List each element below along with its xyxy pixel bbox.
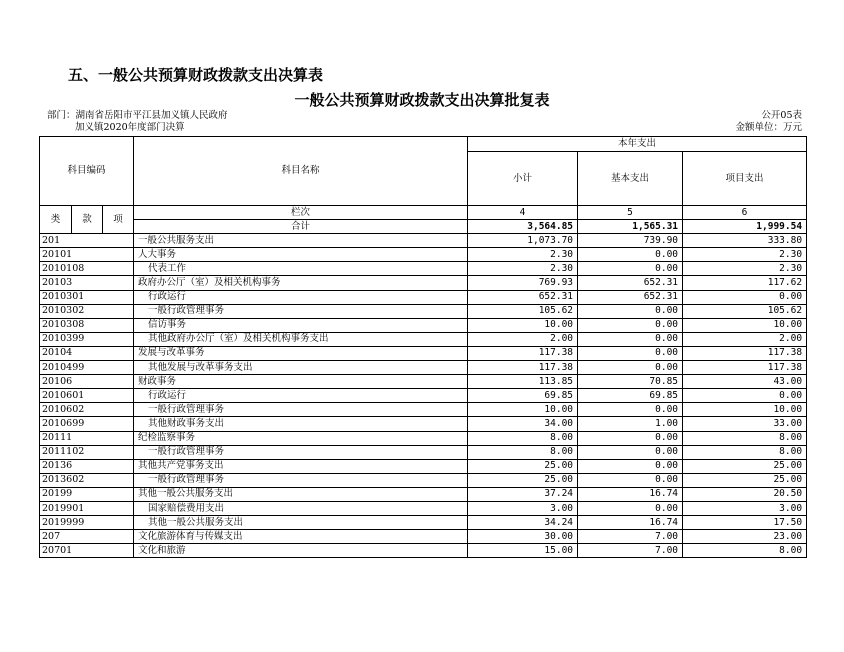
row-name: 发展与改革事务 [134, 346, 468, 360]
form-number: 公开05表 [761, 110, 802, 121]
section-title: 五、一般公共预算财政拨款支出决算表 [68, 66, 324, 84]
row-code: 2010699 [40, 417, 134, 431]
header-row-1 [40, 137, 807, 152]
table-row [40, 318, 807, 332]
row-subtotal: 2.00 [468, 332, 578, 346]
table-row [40, 544, 807, 558]
row-name: 其他财政事务支出 [134, 417, 468, 431]
header-code: 科目编码 [40, 137, 134, 206]
row-name: 政府办公厅（室）及相关机构事务 [134, 276, 468, 290]
row-basic: 0.00 [578, 262, 683, 276]
row-basic: 7.00 [578, 530, 683, 544]
row-code: 201 [40, 234, 134, 248]
row-name: 代表工作 [134, 262, 468, 276]
row-project: 10.00 [683, 403, 807, 417]
row-code: 2010108 [40, 262, 134, 276]
row-project: 43.00 [683, 375, 807, 389]
row-code: 2010499 [40, 361, 134, 375]
row-basic: 652.31 [578, 276, 683, 290]
row-basic: 0.00 [578, 473, 683, 487]
row-code: 2019999 [40, 516, 134, 530]
row-name: 其他政府办公厅（室）及相关机构事务支出 [134, 332, 468, 346]
header-subtotal: 小计 [468, 152, 578, 206]
column-number-4: 4 [468, 206, 578, 220]
row-subtotal: 113.85 [468, 375, 578, 389]
money-unit: 金额单位：万元 [735, 122, 802, 133]
table-row [40, 459, 807, 473]
total-row [40, 220, 807, 234]
row-subtotal: 10.00 [468, 403, 578, 417]
row-subtotal: 3.00 [468, 501, 578, 515]
row-name: 国家赔偿费用支出 [134, 501, 468, 515]
header-row-3 [40, 206, 807, 220]
row-basic: 0.00 [578, 304, 683, 318]
row-subtotal: 69.85 [468, 389, 578, 403]
row-name: 行政运行 [134, 389, 468, 403]
table-row [40, 530, 807, 544]
row-basic: 0.00 [578, 248, 683, 262]
row-subtotal: 2.30 [468, 262, 578, 276]
row-code: 2010601 [40, 389, 134, 403]
row-code: 2019901 [40, 501, 134, 515]
row-code: 2013602 [40, 473, 134, 487]
row-basic: 0.00 [578, 431, 683, 445]
row-subtotal: 25.00 [468, 473, 578, 487]
row-project: 117.38 [683, 361, 807, 375]
row-name: 纪检监察事务 [134, 431, 468, 445]
row-subtotal: 25.00 [468, 459, 578, 473]
row-code: 20106 [40, 375, 134, 389]
column-number-5: 5 [578, 206, 683, 220]
table-row [40, 487, 807, 501]
row-basic: 1.00 [578, 417, 683, 431]
table-row [40, 248, 807, 262]
row-project: 8.00 [683, 445, 807, 459]
table-row [40, 346, 807, 360]
table-row [40, 389, 807, 403]
header-xiang: 项 [103, 206, 134, 234]
table-row [40, 276, 807, 290]
row-code: 2010399 [40, 332, 134, 346]
row-code: 20199 [40, 487, 134, 501]
row-name: 文化旅游体育与传媒支出 [134, 530, 468, 544]
row-code: 2010301 [40, 290, 134, 304]
row-project: 20.50 [683, 487, 807, 501]
header-kuan: 款 [72, 206, 103, 234]
row-name: 人大事务 [134, 248, 468, 262]
row-subtotal: 2.30 [468, 248, 578, 262]
row-name: 一般公共服务支出 [134, 234, 468, 248]
row-subtotal: 15.00 [468, 544, 578, 558]
row-name: 其他一般公共服务支出 [134, 487, 468, 501]
header-project: 项目支出 [683, 152, 807, 206]
row-name: 财政事务 [134, 375, 468, 389]
row-project: 117.38 [683, 346, 807, 360]
expenditure-table [39, 136, 807, 558]
row-subtotal: 8.00 [468, 445, 578, 459]
row-name: 其他一般公共服务支出 [134, 516, 468, 530]
row-project: 25.00 [683, 459, 807, 473]
table-row [40, 501, 807, 515]
row-subtotal: 8.00 [468, 431, 578, 445]
row-subtotal: 10.00 [468, 318, 578, 332]
row-project: 23.00 [683, 530, 807, 544]
row-basic: 652.31 [578, 290, 683, 304]
unit-label: 部门：湖南省岳阳市平江县加义镇人民政府 [47, 110, 228, 121]
department-report-line: 加义镇2020年度部门决算 [75, 122, 185, 133]
table-row [40, 290, 807, 304]
row-basic: 0.00 [578, 445, 683, 459]
row-project: 17.50 [683, 516, 807, 530]
row-subtotal: 37.24 [468, 487, 578, 501]
row-subtotal: 117.38 [468, 346, 578, 360]
total-label: 合计 [134, 220, 468, 234]
row-code: 20111 [40, 431, 134, 445]
row-project: 3.00 [683, 501, 807, 515]
row-code: 207 [40, 530, 134, 544]
row-project: 0.00 [683, 389, 807, 403]
table-row [40, 431, 807, 445]
row-project: 8.00 [683, 431, 807, 445]
table-row [40, 445, 807, 459]
row-basic: 0.00 [578, 459, 683, 473]
row-basic: 69.85 [578, 389, 683, 403]
row-code: 2010308 [40, 318, 134, 332]
row-code: 2010602 [40, 403, 134, 417]
header-lei: 类 [40, 206, 72, 234]
row-name: 其他共产党事务支出 [134, 459, 468, 473]
row-subtotal: 105.62 [468, 304, 578, 318]
total-basic: 1,565.31 [578, 220, 683, 234]
row-basic: 16.74 [578, 487, 683, 501]
table-row [40, 234, 807, 248]
row-basic: 0.00 [578, 361, 683, 375]
table-row [40, 473, 807, 487]
row-name: 文化和旅游 [134, 544, 468, 558]
total-project: 1,999.54 [683, 220, 807, 234]
row-code: 20104 [40, 346, 134, 360]
row-subtotal: 30.00 [468, 530, 578, 544]
row-code: 2011102 [40, 445, 134, 459]
row-subtotal: 769.93 [468, 276, 578, 290]
total-subtotal: 3,564.85 [468, 220, 578, 234]
row-basic: 16.74 [578, 516, 683, 530]
row-code: 20701 [40, 544, 134, 558]
row-name: 一般行政管理事务 [134, 403, 468, 417]
row-subtotal: 34.00 [468, 417, 578, 431]
row-project: 0.00 [683, 290, 807, 304]
table-row [40, 332, 807, 346]
row-code: 20136 [40, 459, 134, 473]
row-project: 10.00 [683, 318, 807, 332]
row-basic: 7.00 [578, 544, 683, 558]
header-name: 科目名称 [134, 137, 468, 206]
row-subtotal: 34.24 [468, 516, 578, 530]
row-name: 一般行政管理事务 [134, 304, 468, 318]
row-subtotal: 1,073.70 [468, 234, 578, 248]
table-row [40, 304, 807, 318]
row-project: 105.62 [683, 304, 807, 318]
row-project: 33.00 [683, 417, 807, 431]
row-basic: 0.00 [578, 318, 683, 332]
row-project: 25.00 [683, 473, 807, 487]
row-basic: 0.00 [578, 403, 683, 417]
row-code: 20103 [40, 276, 134, 290]
table-row [40, 516, 807, 530]
row-basic: 0.00 [578, 332, 683, 346]
row-basic: 0.00 [578, 346, 683, 360]
table-row [40, 403, 807, 417]
column-number-6: 6 [683, 206, 807, 220]
row-subtotal: 652.31 [468, 290, 578, 304]
row-basic: 739.90 [578, 234, 683, 248]
row-project: 2.30 [683, 262, 807, 276]
report-title: 一般公共预算财政拨款支出决算批复表 [294, 91, 550, 109]
table-row [40, 375, 807, 389]
row-project: 2.00 [683, 332, 807, 346]
row-name: 一般行政管理事务 [134, 445, 468, 459]
row-code: 20101 [40, 248, 134, 262]
row-project: 117.62 [683, 276, 807, 290]
column-number-label: 栏次 [134, 206, 468, 220]
table-row [40, 361, 807, 375]
row-subtotal: 117.38 [468, 361, 578, 375]
table-row [40, 417, 807, 431]
row-name: 一般行政管理事务 [134, 473, 468, 487]
row-name: 信访事务 [134, 318, 468, 332]
table-row [40, 262, 807, 276]
row-code: 2010302 [40, 304, 134, 318]
row-basic: 0.00 [578, 501, 683, 515]
header-year-total: 本年支出 [468, 137, 807, 152]
row-project: 333.80 [683, 234, 807, 248]
row-name: 行政运行 [134, 290, 468, 304]
row-basic: 70.85 [578, 375, 683, 389]
row-project: 2.30 [683, 248, 807, 262]
row-name: 其他发展与改革事务支出 [134, 361, 468, 375]
header-basic: 基本支出 [578, 152, 683, 206]
row-project: 8.00 [683, 544, 807, 558]
